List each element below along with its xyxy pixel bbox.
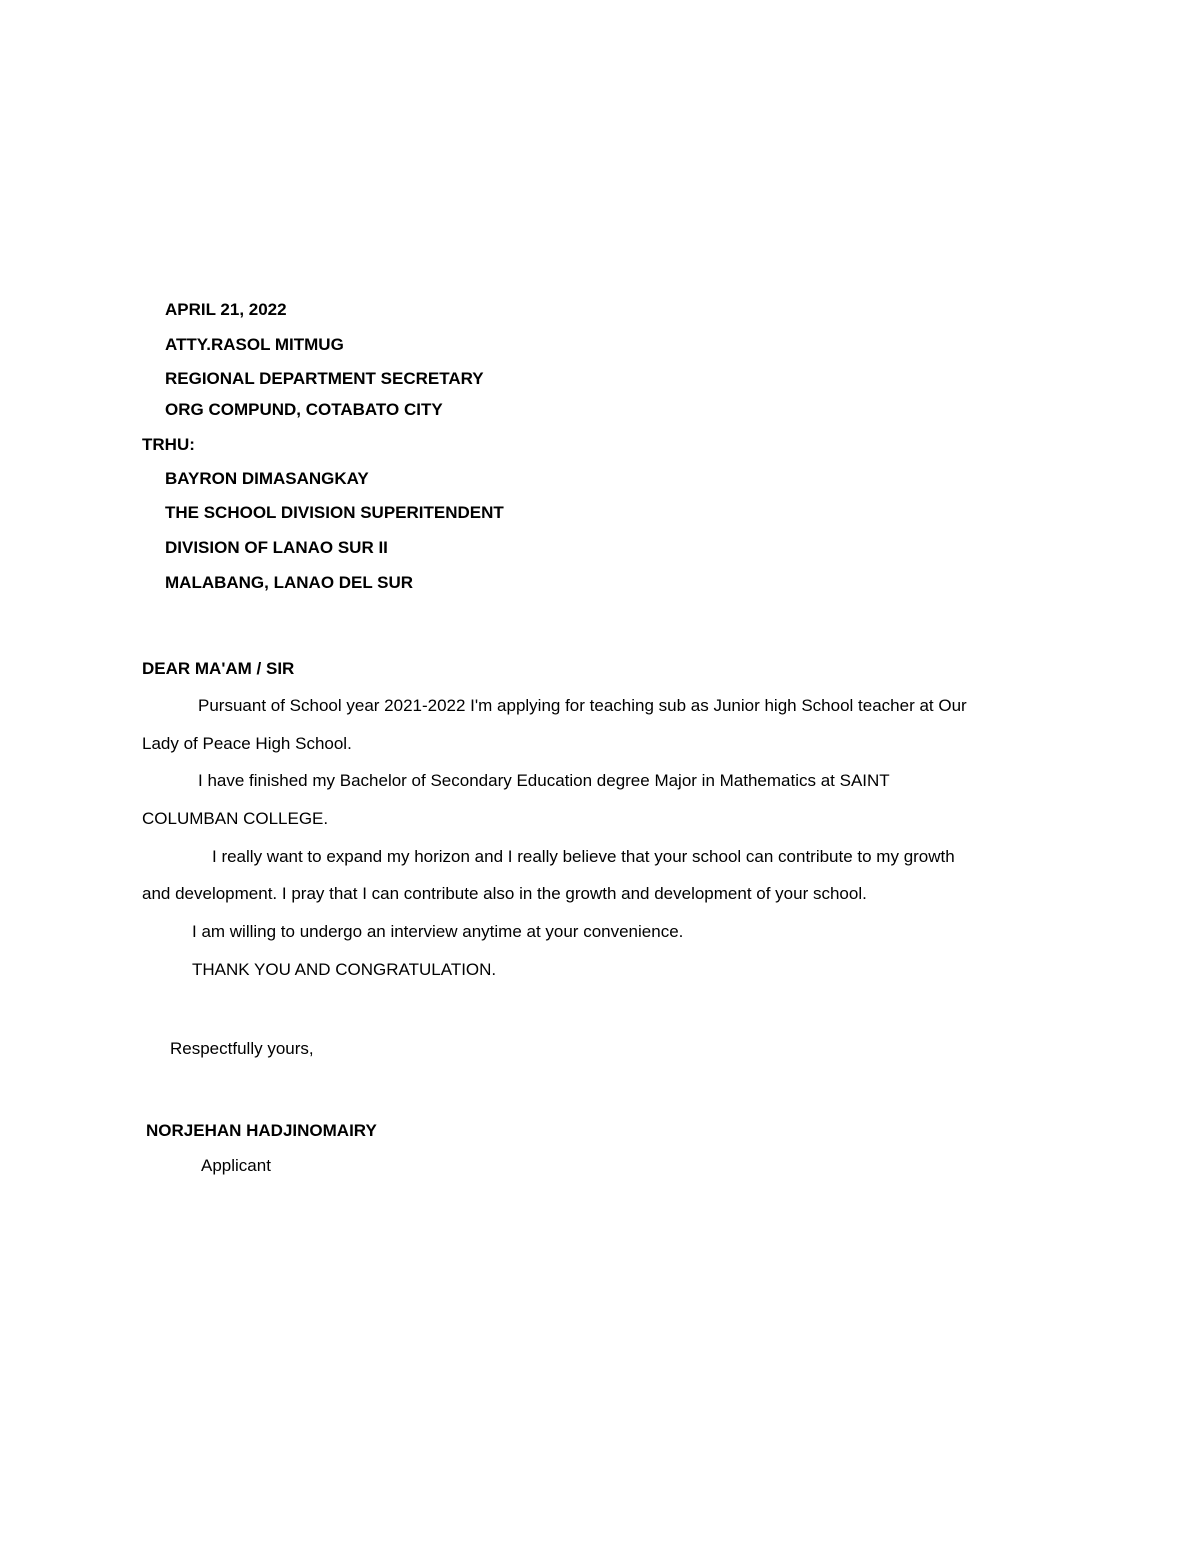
signer-name: NORJEHAN HADJINOMAIRY: [146, 1121, 377, 1140]
thru-title: THE SCHOOL DIVISION SUPERITENDENT: [165, 503, 504, 522]
recipient-name: ATTY.RASOL MITMUG: [165, 335, 344, 354]
thru-label: TRHU:: [142, 435, 195, 454]
paragraph-4: I am willing to undergo an interview anytime at your convenience.: [192, 922, 684, 941]
thru-division: DIVISION OF LANAO SUR II: [165, 538, 388, 557]
paragraph-1-line-2: Lady of Peace High School.: [142, 734, 352, 753]
signer-role: Applicant: [201, 1156, 271, 1175]
recipient-title: REGIONAL DEPARTMENT SECRETARY: [165, 369, 484, 388]
paragraph-2-line-2: COLUMBAN COLLEGE.: [142, 809, 329, 828]
salutation: DEAR MA'AM / SIR: [142, 659, 295, 678]
paragraph-2-line-1: I have finished my Bachelor of Secondary Education degree Major in Mathematics at SAINT: [198, 771, 890, 790]
recipient-address: ORG COMPUND, COTABATO CITY: [165, 400, 443, 419]
thru-address: MALABANG, LANAO DEL SUR: [165, 573, 414, 592]
paragraph-3-line-1: I really want to expand my horizon and I really believe that your school can contribute to my growth: [212, 847, 955, 866]
paragraph-1-line-1: Pursuant of School year 2021-2022 I'm applying for teaching sub as Junior high School teacher at Our: [198, 696, 967, 715]
thru-name: BAYRON DIMASANGKAY: [165, 469, 369, 488]
paragraph-5: THANK YOU AND CONGRATULATION.: [192, 960, 497, 979]
letter-date: APRIL 21, 2022: [165, 300, 287, 319]
closing: Respectfully yours,: [170, 1039, 314, 1058]
paragraph-3-line-2: and development. I pray that I can contribute also in the growth and development of your school.: [142, 884, 867, 903]
